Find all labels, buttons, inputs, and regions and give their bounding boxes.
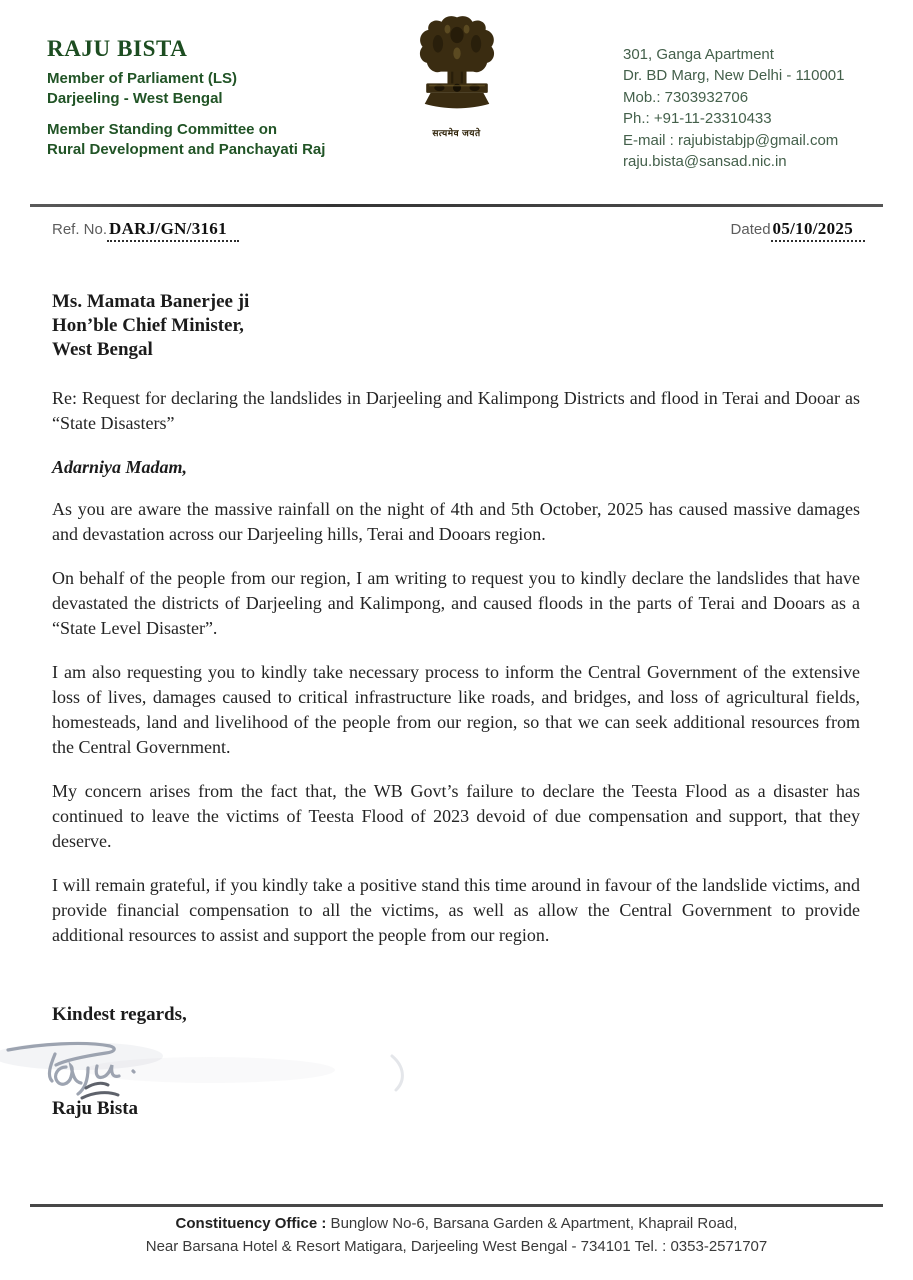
closing-line: Kindest regards, — [52, 1004, 187, 1025]
ref-number-value: DARJ/GN/3161 — [107, 219, 239, 242]
date-value: 05/10/2025 — [771, 219, 865, 242]
emblem-motto: सत्यमेव जयते — [432, 128, 481, 138]
sender-identity-block — [47, 36, 427, 160]
dated-label: Dated — [730, 221, 771, 238]
contact-line: Dr. BD Marg, New Delhi - 110001 — [623, 67, 845, 85]
sender-name: RAJU BISTA — [47, 36, 188, 61]
sender-contact-block — [623, 44, 893, 173]
sender-committee-line: Member Standing Committee on — [47, 120, 278, 138]
addressee-line: Ms. Mamata Banerjee ji — [52, 291, 250, 312]
national-emblem-block — [397, 10, 517, 139]
contact-line: Ph.: +91-11-23310433 — [623, 110, 772, 128]
paragraph: My concern arises from the fact that, the WB Govt’s failure to declare the Teesta Flood as a disaster has continued to leave the victims of Teesta Flood of 2023 devoid of due compensation and support, that they deserve. — [52, 781, 860, 851]
paragraph: I am also requesting you to kindly take necessary process to inform the Central Government of the extensive loss of lives, damages caused to critical infrastructure like roads, and bridges, and loss of agricultural fields, homesteads, land and livelihood of the people from our region, so that we can seek additional resources from the Central Government. — [52, 662, 860, 757]
ref-number-group — [52, 219, 239, 242]
footer-block — [0, 1212, 913, 1259]
contact-email-line: E-mail : rajubistabjp@gmail.com — [623, 131, 839, 149]
paragraph: As you are aware the massive rainfall on the night of 4th and 5th October, 2025 has caused massive damages and devastation across our Darjeeling hills, Terai and Dooars region. — [52, 499, 860, 544]
signatory-name: Raju Bista — [52, 1098, 139, 1119]
sender-committee-line: Rural Development and Panchayati Raj — [47, 140, 326, 158]
salutation: Adarniya Madam, — [52, 457, 188, 477]
reference-row — [52, 219, 865, 242]
header-divider — [30, 204, 883, 207]
letter-body — [52, 290, 860, 948]
addressee-block — [52, 290, 860, 362]
sender-title — [47, 69, 427, 109]
paragraph: On behalf of the people from our region, I am writing to request you to kindly declare the landslides that have devastated the districts of Darjeeling and Kalimpong, and caused floods in the parts of Terai and Dooars as a “State Level Disaster”. — [52, 568, 860, 638]
sender-committee — [47, 120, 427, 160]
date-group — [731, 219, 865, 242]
contact-line: Mob.: 7303932706 — [623, 88, 749, 106]
sender-title-line: Darjeeling - West Bengal — [47, 89, 223, 107]
ashoka-emblem-icon — [413, 10, 501, 126]
footer-office-label: Constituency Office : — [175, 1215, 327, 1232]
contact-line: 301, Ganga Apartment — [623, 46, 774, 63]
footer-divider — [30, 1204, 883, 1207]
footer-office-rest: Bunglow No-6, Barsana Garden & Apartment, Khaprail Road, — [326, 1215, 738, 1232]
subject-line: Re: Request for declaring the landslides in Darjeeling and Kalimpong Districts and flood in Terai and Dooar as “State Disasters” — [52, 388, 860, 433]
addressee-line: West Bengal — [52, 339, 153, 360]
paragraph: I will remain grateful, if you kindly take a positive stand this time around in favour of the landslide victims, and provide financial compensation to all the victims, as well as allow the Central Government to provide additional resources to assist and support the people from our region. — [52, 875, 860, 945]
ref-label: Ref. No. — [52, 221, 108, 238]
contact-email-line: raju.bista@sansad.nic.in — [623, 153, 787, 171]
footer-office-line — [0, 1212, 913, 1235]
sender-title-line: Member of Parliament (LS) — [47, 70, 238, 87]
addressee-line: Hon’ble Chief Minister, — [52, 315, 244, 336]
footer-address-line: Near Barsana Hotel & Resort Matigara, Darjeeling West Bengal - 734101 Tel. : 0353-2571707 — [145, 1238, 768, 1256]
